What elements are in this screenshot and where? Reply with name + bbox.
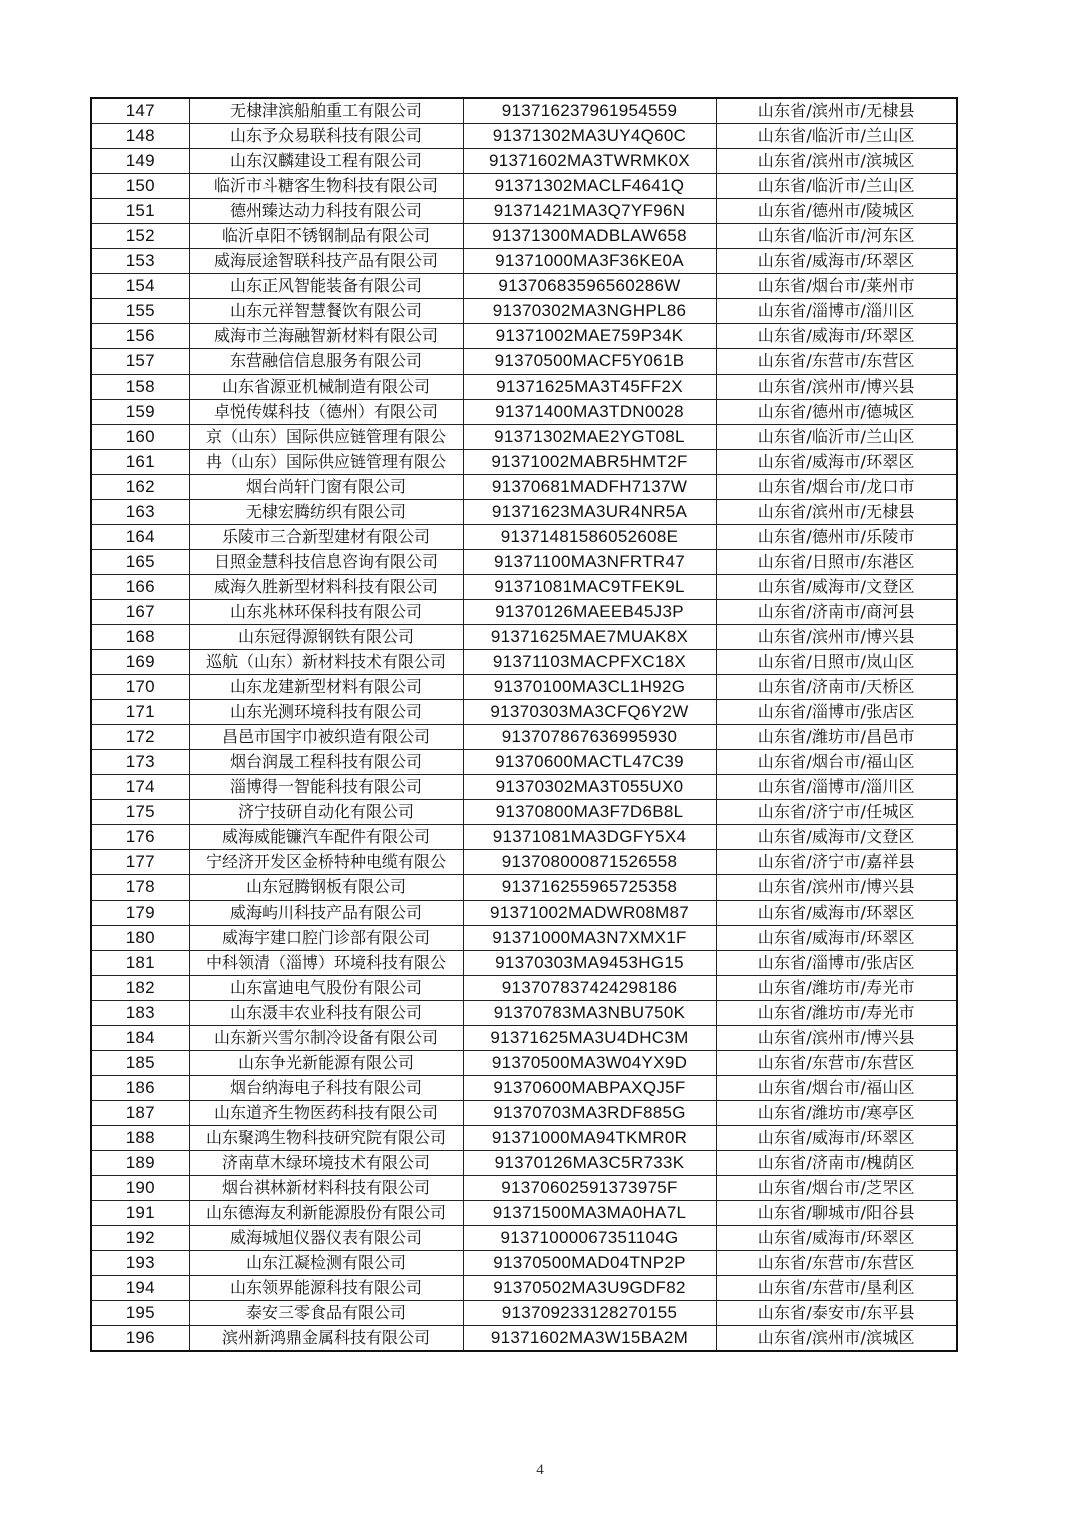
credit-code-cell: 91371602MA3W15BA2M <box>463 1326 716 1352</box>
credit-code-cell: 91370600MABPAXQJ5F <box>463 1075 716 1100</box>
region-cell: 山东省/淄博市/张店区 <box>716 950 957 975</box>
credit-code-cell: 91370100MA3CL1H92G <box>463 675 716 700</box>
credit-code-cell: 91370303MA3CFQ6Y2W <box>463 700 716 725</box>
credit-code-cell: 91370602591373975F <box>463 1176 716 1201</box>
row-number-cell: 153 <box>91 249 189 274</box>
company-name-cell: 山东聚鸿生物科技研究院有限公司 <box>189 1125 463 1150</box>
region-cell: 山东省/潍坊市/昌邑市 <box>716 725 957 750</box>
region-cell: 山东省/济南市/天桥区 <box>716 675 957 700</box>
region-cell: 山东省/威海市/环翠区 <box>716 925 957 950</box>
region-cell: 山东省/威海市/环翠区 <box>716 249 957 274</box>
region-cell: 山东省/聊城市/阳谷县 <box>716 1201 957 1226</box>
row-number-cell: 163 <box>91 499 189 524</box>
row-number-cell: 157 <box>91 349 189 374</box>
row-number-cell: 166 <box>91 574 189 599</box>
table-row <box>91 324 957 349</box>
table-row <box>91 675 957 700</box>
region-cell: 山东省/淄博市/张店区 <box>716 700 957 725</box>
registry-table-body <box>91 98 957 1351</box>
row-number-cell: 174 <box>91 775 189 800</box>
credit-code-cell: 91370302MA3T055UX0 <box>463 775 716 800</box>
row-number-cell: 192 <box>91 1226 189 1251</box>
row-number-cell: 172 <box>91 725 189 750</box>
credit-code-cell: 913707867636995930 <box>463 725 716 750</box>
row-number-cell: 187 <box>91 1100 189 1125</box>
row-number-cell: 164 <box>91 524 189 549</box>
company-name-cell: 东营融信信息服务有限公司 <box>189 349 463 374</box>
table-row <box>91 499 957 524</box>
credit-code-cell: 91370703MA3RDF885G <box>463 1100 716 1125</box>
region-cell: 山东省/济南市/商河县 <box>716 599 957 624</box>
company-name-cell: 山东滠丰农业科技有限公司 <box>189 1000 463 1025</box>
company-name-cell: 山东汉麟建设工程有限公司 <box>189 149 463 174</box>
row-number-cell: 154 <box>91 274 189 299</box>
row-number-cell: 176 <box>91 825 189 850</box>
table-row <box>91 1176 957 1201</box>
table-row <box>91 449 957 474</box>
company-name-cell: 山东正风智能装备有限公司 <box>189 274 463 299</box>
table-row <box>91 174 957 199</box>
table-row <box>91 524 957 549</box>
table-row <box>91 124 957 149</box>
region-cell: 山东省/德州市/德城区 <box>716 399 957 424</box>
row-number-cell: 156 <box>91 324 189 349</box>
row-number-cell: 180 <box>91 925 189 950</box>
company-name-cell: 山东龙建新型材料有限公司 <box>189 675 463 700</box>
row-number-cell: 151 <box>91 199 189 224</box>
region-cell: 山东省/滨州市/博兴县 <box>716 875 957 900</box>
company-name-cell: 烟台尚轩门窗有限公司 <box>189 474 463 499</box>
company-name-cell: 威海威能镰汽车配件有限公司 <box>189 825 463 850</box>
table-row <box>91 299 957 324</box>
row-number-cell: 189 <box>91 1150 189 1175</box>
table-row <box>91 1251 957 1276</box>
table-row <box>91 900 957 925</box>
company-name-cell: 威海城旭仪器仪表有限公司 <box>189 1226 463 1251</box>
company-name-cell: 烟台祺林新材料科技有限公司 <box>189 1176 463 1201</box>
table-row <box>91 1201 957 1226</box>
table-row <box>91 750 957 775</box>
company-name-cell: 济宁技研自动化有限公司 <box>189 800 463 825</box>
region-cell: 山东省/临沂市/兰山区 <box>716 424 957 449</box>
row-number-cell: 160 <box>91 424 189 449</box>
row-number-cell: 161 <box>91 449 189 474</box>
credit-code-cell: 91371002MABR5HMT2F <box>463 449 716 474</box>
credit-code-cell: 91371000MA3F36KE0A <box>463 249 716 274</box>
table-row <box>91 775 957 800</box>
company-name-cell: 山东予众易联科技有限公司 <box>189 124 463 149</box>
credit-code-cell: 91370502MA3U9GDF82 <box>463 1276 716 1301</box>
region-cell: 山东省/滨州市/滨城区 <box>716 149 957 174</box>
row-number-cell: 181 <box>91 950 189 975</box>
row-number-cell: 171 <box>91 700 189 725</box>
region-cell: 山东省/济南市/槐荫区 <box>716 1150 957 1175</box>
region-cell: 山东省/淄博市/淄川区 <box>716 775 957 800</box>
credit-code-cell: 91371300MADBLAW658 <box>463 224 716 249</box>
credit-code-cell: 91371000MA3N7XMX1F <box>463 925 716 950</box>
region-cell: 山东省/滨州市/博兴县 <box>716 624 957 649</box>
company-registry-table <box>90 97 958 1352</box>
row-number-cell: 147 <box>91 98 189 124</box>
company-name-cell: 威海屿川科技产品有限公司 <box>189 900 463 925</box>
credit-code-cell: 91371421MA3Q7YF96N <box>463 199 716 224</box>
region-cell: 山东省/威海市/环翠区 <box>716 324 957 349</box>
row-number-cell: 188 <box>91 1125 189 1150</box>
region-cell: 山东省/临沂市/河东区 <box>716 224 957 249</box>
company-name-cell: 日照金慧科技信息咨询有限公司 <box>189 549 463 574</box>
region-cell: 山东省/滨州市/无棣县 <box>716 499 957 524</box>
region-cell: 山东省/滨州市/无棣县 <box>716 98 957 124</box>
credit-code-cell: 91370500MA3W04YX9D <box>463 1050 716 1075</box>
row-number-cell: 165 <box>91 549 189 574</box>
credit-code-cell: 91371000MA94TKMR0R <box>463 1125 716 1150</box>
region-cell: 山东省/威海市/文登区 <box>716 825 957 850</box>
row-number-cell: 152 <box>91 224 189 249</box>
credit-code-cell: 913707837424298186 <box>463 975 716 1000</box>
credit-code-cell: 91371302MA3UY4Q60C <box>463 124 716 149</box>
region-cell: 山东省/威海市/文登区 <box>716 574 957 599</box>
region-cell: 山东省/潍坊市/寿光市 <box>716 975 957 1000</box>
table-row <box>91 800 957 825</box>
credit-code-cell: 91371602MA3TWRMK0X <box>463 149 716 174</box>
credit-code-cell: 91370681MADFH7137W <box>463 474 716 499</box>
credit-code-cell: 91370126MA3C5R733K <box>463 1150 716 1175</box>
company-name-cell: 中科领清（淄博）环境科技有限公 <box>189 950 463 975</box>
company-name-cell: 临沂市斗糖客生物科技有限公司 <box>189 174 463 199</box>
row-number-cell: 194 <box>91 1276 189 1301</box>
row-number-cell: 196 <box>91 1326 189 1352</box>
credit-code-cell: 91371625MA3U4DHC3M <box>463 1025 716 1050</box>
company-name-cell: 山东元祥智慧餐饮有限公司 <box>189 299 463 324</box>
credit-code-cell: 91370800MA3F7D6B8L <box>463 800 716 825</box>
table-row <box>91 1125 957 1150</box>
company-name-cell: 济南草木绿环境技术有限公司 <box>189 1150 463 1175</box>
credit-code-cell: 913716237961954559 <box>463 98 716 124</box>
company-name-cell: 威海市兰海融智新材料有限公司 <box>189 324 463 349</box>
credit-code-cell: 91371002MAE759P34K <box>463 324 716 349</box>
row-number-cell: 184 <box>91 1025 189 1050</box>
table-row <box>91 1150 957 1175</box>
row-number-cell: 173 <box>91 750 189 775</box>
row-number-cell: 162 <box>91 474 189 499</box>
table-row <box>91 349 957 374</box>
table-row <box>91 1326 957 1352</box>
credit-code-cell: 91371400MA3TDN0028 <box>463 399 716 424</box>
company-name-cell: 滨州新鸿鼎金属科技有限公司 <box>189 1326 463 1352</box>
region-cell: 山东省/东营市/东营区 <box>716 1050 957 1075</box>
table-row <box>91 1226 957 1251</box>
company-name-cell: 京（山东）国际供应链管理有限公 <box>189 424 463 449</box>
credit-code-cell: 91371302MACLF4641Q <box>463 174 716 199</box>
credit-code-cell: 91370126MAEEB45J3P <box>463 599 716 624</box>
credit-code-cell: 91371625MAE7MUAK8X <box>463 624 716 649</box>
region-cell: 山东省/滨州市/博兴县 <box>716 1025 957 1050</box>
table-row <box>91 725 957 750</box>
company-name-cell: 卓悦传媒科技（德州）有限公司 <box>189 399 463 424</box>
credit-code-cell: 91370783MA3NBU750K <box>463 1000 716 1025</box>
table-row <box>91 875 957 900</box>
credit-code-cell: 91371625MA3T45FF2X <box>463 374 716 399</box>
region-cell: 山东省/德州市/乐陵市 <box>716 524 957 549</box>
credit-code-cell: 91371081MA3DGFY5X4 <box>463 825 716 850</box>
table-row <box>91 224 957 249</box>
company-name-cell: 山东兆林环保科技有限公司 <box>189 599 463 624</box>
credit-code-cell: 91370500MACF5Y061B <box>463 349 716 374</box>
page-number: 4 <box>536 1462 544 1478</box>
credit-code-cell: 91371302MAE2YGT08L <box>463 424 716 449</box>
region-cell: 山东省/滨州市/博兴县 <box>716 374 957 399</box>
company-name-cell: 昌邑市国宇巾被织造有限公司 <box>189 725 463 750</box>
company-name-cell: 威海宇建口腔门诊部有限公司 <box>189 925 463 950</box>
company-name-cell: 淄博得一智能科技有限公司 <box>189 775 463 800</box>
row-number-cell: 150 <box>91 174 189 199</box>
table-row <box>91 975 957 1000</box>
row-number-cell: 167 <box>91 599 189 624</box>
row-number-cell: 185 <box>91 1050 189 1075</box>
table-row <box>91 599 957 624</box>
table-row <box>91 274 957 299</box>
company-name-cell: 巡航（山东）新材料技术有限公司 <box>189 650 463 675</box>
company-name-cell: 山东省源亚机械制造有限公司 <box>189 374 463 399</box>
table-row <box>91 950 957 975</box>
region-cell: 山东省/东营市/东营区 <box>716 1251 957 1276</box>
credit-code-cell: 91370600MACTL47C39 <box>463 750 716 775</box>
table-row <box>91 700 957 725</box>
row-number-cell: 193 <box>91 1251 189 1276</box>
table-row <box>91 249 957 274</box>
region-cell: 山东省/烟台市/莱州市 <box>716 274 957 299</box>
table-row <box>91 825 957 850</box>
table-row <box>91 850 957 875</box>
row-number-cell: 169 <box>91 650 189 675</box>
credit-code-cell: 91370683596560286W <box>463 274 716 299</box>
region-cell: 山东省/滨州市/滨城区 <box>716 1326 957 1352</box>
region-cell: 山东省/临沂市/兰山区 <box>716 174 957 199</box>
company-name-cell: 宁经济开发区金桥特种电缆有限公 <box>189 850 463 875</box>
credit-code-cell: 91371002MADWR08M87 <box>463 900 716 925</box>
company-name-cell: 山东富迪电气股份有限公司 <box>189 975 463 1000</box>
company-name-cell: 山东冠腾钢板有限公司 <box>189 875 463 900</box>
company-name-cell: 德州臻达动力科技有限公司 <box>189 199 463 224</box>
credit-code-cell: 91370500MAD04TNP2P <box>463 1251 716 1276</box>
credit-code-cell: 91371500MA3MA0HA7L <box>463 1201 716 1226</box>
row-number-cell: 179 <box>91 900 189 925</box>
region-cell: 山东省/威海市/环翠区 <box>716 1125 957 1150</box>
company-name-cell: 山东领界能源科技有限公司 <box>189 1276 463 1301</box>
table-row <box>91 1000 957 1025</box>
table-row <box>91 1075 957 1100</box>
row-number-cell: 148 <box>91 124 189 149</box>
company-name-cell: 山东江凝检测有限公司 <box>189 1251 463 1276</box>
table-row <box>91 1025 957 1050</box>
table-row <box>91 1050 957 1075</box>
region-cell: 山东省/威海市/环翠区 <box>716 449 957 474</box>
company-name-cell: 山东冠得源钢铁有限公司 <box>189 624 463 649</box>
company-name-cell: 烟台润晟工程科技有限公司 <box>189 750 463 775</box>
table-row <box>91 374 957 399</box>
credit-code-cell: 91371481586052608E <box>463 524 716 549</box>
table-row <box>91 399 957 424</box>
region-cell: 山东省/威海市/环翠区 <box>716 900 957 925</box>
credit-code-cell: 91370303MA9453HG15 <box>463 950 716 975</box>
company-name-cell: 烟台纳海电子科技有限公司 <box>189 1075 463 1100</box>
region-cell: 山东省/东营市/垦利区 <box>716 1276 957 1301</box>
region-cell: 山东省/淄博市/淄川区 <box>716 299 957 324</box>
table-row <box>91 474 957 499</box>
row-number-cell: 186 <box>91 1075 189 1100</box>
row-number-cell: 159 <box>91 399 189 424</box>
region-cell: 山东省/日照市/岚山区 <box>716 650 957 675</box>
table-row <box>91 1100 957 1125</box>
row-number-cell: 177 <box>91 850 189 875</box>
region-cell: 山东省/烟台市/福山区 <box>716 750 957 775</box>
credit-code-cell: 913708000871526558 <box>463 850 716 875</box>
row-number-cell: 191 <box>91 1201 189 1226</box>
credit-code-cell: 91371100MA3NFRTR47 <box>463 549 716 574</box>
company-name-cell: 山东光测环境科技有限公司 <box>189 700 463 725</box>
credit-code-cell: 913709233128270155 <box>463 1301 716 1326</box>
table-row <box>91 98 957 124</box>
row-number-cell: 149 <box>91 149 189 174</box>
company-name-cell: 山东争光新能源有限公司 <box>189 1050 463 1075</box>
region-cell: 山东省/东营市/东营区 <box>716 349 957 374</box>
row-number-cell: 195 <box>91 1301 189 1326</box>
company-name-cell: 冉（山东）国际供应链管理有限公 <box>189 449 463 474</box>
row-number-cell: 182 <box>91 975 189 1000</box>
table-row <box>91 1276 957 1301</box>
row-number-cell: 168 <box>91 624 189 649</box>
region-cell: 山东省/威海市/环翠区 <box>716 1226 957 1251</box>
row-number-cell: 183 <box>91 1000 189 1025</box>
table-row <box>91 925 957 950</box>
region-cell: 山东省/烟台市/芝罘区 <box>716 1176 957 1201</box>
credit-code-cell: 91371623MA3UR4NR5A <box>463 499 716 524</box>
company-name-cell: 威海久胜新型材料科技有限公司 <box>189 574 463 599</box>
region-cell: 山东省/济宁市/嘉祥县 <box>716 850 957 875</box>
company-name-cell: 山东道齐生物医药科技有限公司 <box>189 1100 463 1125</box>
table-row <box>91 574 957 599</box>
company-name-cell: 山东新兴雪尔制冷设备有限公司 <box>189 1025 463 1050</box>
table-row <box>91 549 957 574</box>
company-name-cell: 乐陵市三合新型建材有限公司 <box>189 524 463 549</box>
table-row <box>91 1301 957 1326</box>
credit-code-cell: 91371000067351104G <box>463 1226 716 1251</box>
credit-code-cell: 913716255965725358 <box>463 875 716 900</box>
region-cell: 山东省/烟台市/福山区 <box>716 1075 957 1100</box>
row-number-cell: 175 <box>91 800 189 825</box>
region-cell: 山东省/烟台市/龙口市 <box>716 474 957 499</box>
credit-code-cell: 91371081MAC9TFEK9L <box>463 574 716 599</box>
table-row <box>91 424 957 449</box>
region-cell: 山东省/济宁市/任城区 <box>716 800 957 825</box>
region-cell: 山东省/泰安市/东平县 <box>716 1301 957 1326</box>
region-cell: 山东省/潍坊市/寿光市 <box>716 1000 957 1025</box>
company-name-cell: 无棣津滨船舶重工有限公司 <box>189 98 463 124</box>
row-number-cell: 155 <box>91 299 189 324</box>
region-cell: 山东省/日照市/东港区 <box>716 549 957 574</box>
table-row <box>91 149 957 174</box>
company-name-cell: 泰安三零食品有限公司 <box>189 1301 463 1326</box>
company-name-cell: 山东德海友利新能源股份有限公司 <box>189 1201 463 1226</box>
table-row <box>91 650 957 675</box>
table-row <box>91 624 957 649</box>
row-number-cell: 190 <box>91 1176 189 1201</box>
company-name-cell: 威海辰途智联科技产品有限公司 <box>189 249 463 274</box>
row-number-cell: 178 <box>91 875 189 900</box>
region-cell: 山东省/潍坊市/寒亭区 <box>716 1100 957 1125</box>
company-name-cell: 临沂卓阳不锈钢制品有限公司 <box>189 224 463 249</box>
region-cell: 山东省/临沂市/兰山区 <box>716 124 957 149</box>
company-name-cell: 无棣宏腾纺织有限公司 <box>189 499 463 524</box>
credit-code-cell: 91371103MACPFXC18X <box>463 650 716 675</box>
table-row <box>91 199 957 224</box>
region-cell: 山东省/德州市/陵城区 <box>716 199 957 224</box>
credit-code-cell: 91370302MA3NGHPL86 <box>463 299 716 324</box>
row-number-cell: 158 <box>91 374 189 399</box>
row-number-cell: 170 <box>91 675 189 700</box>
